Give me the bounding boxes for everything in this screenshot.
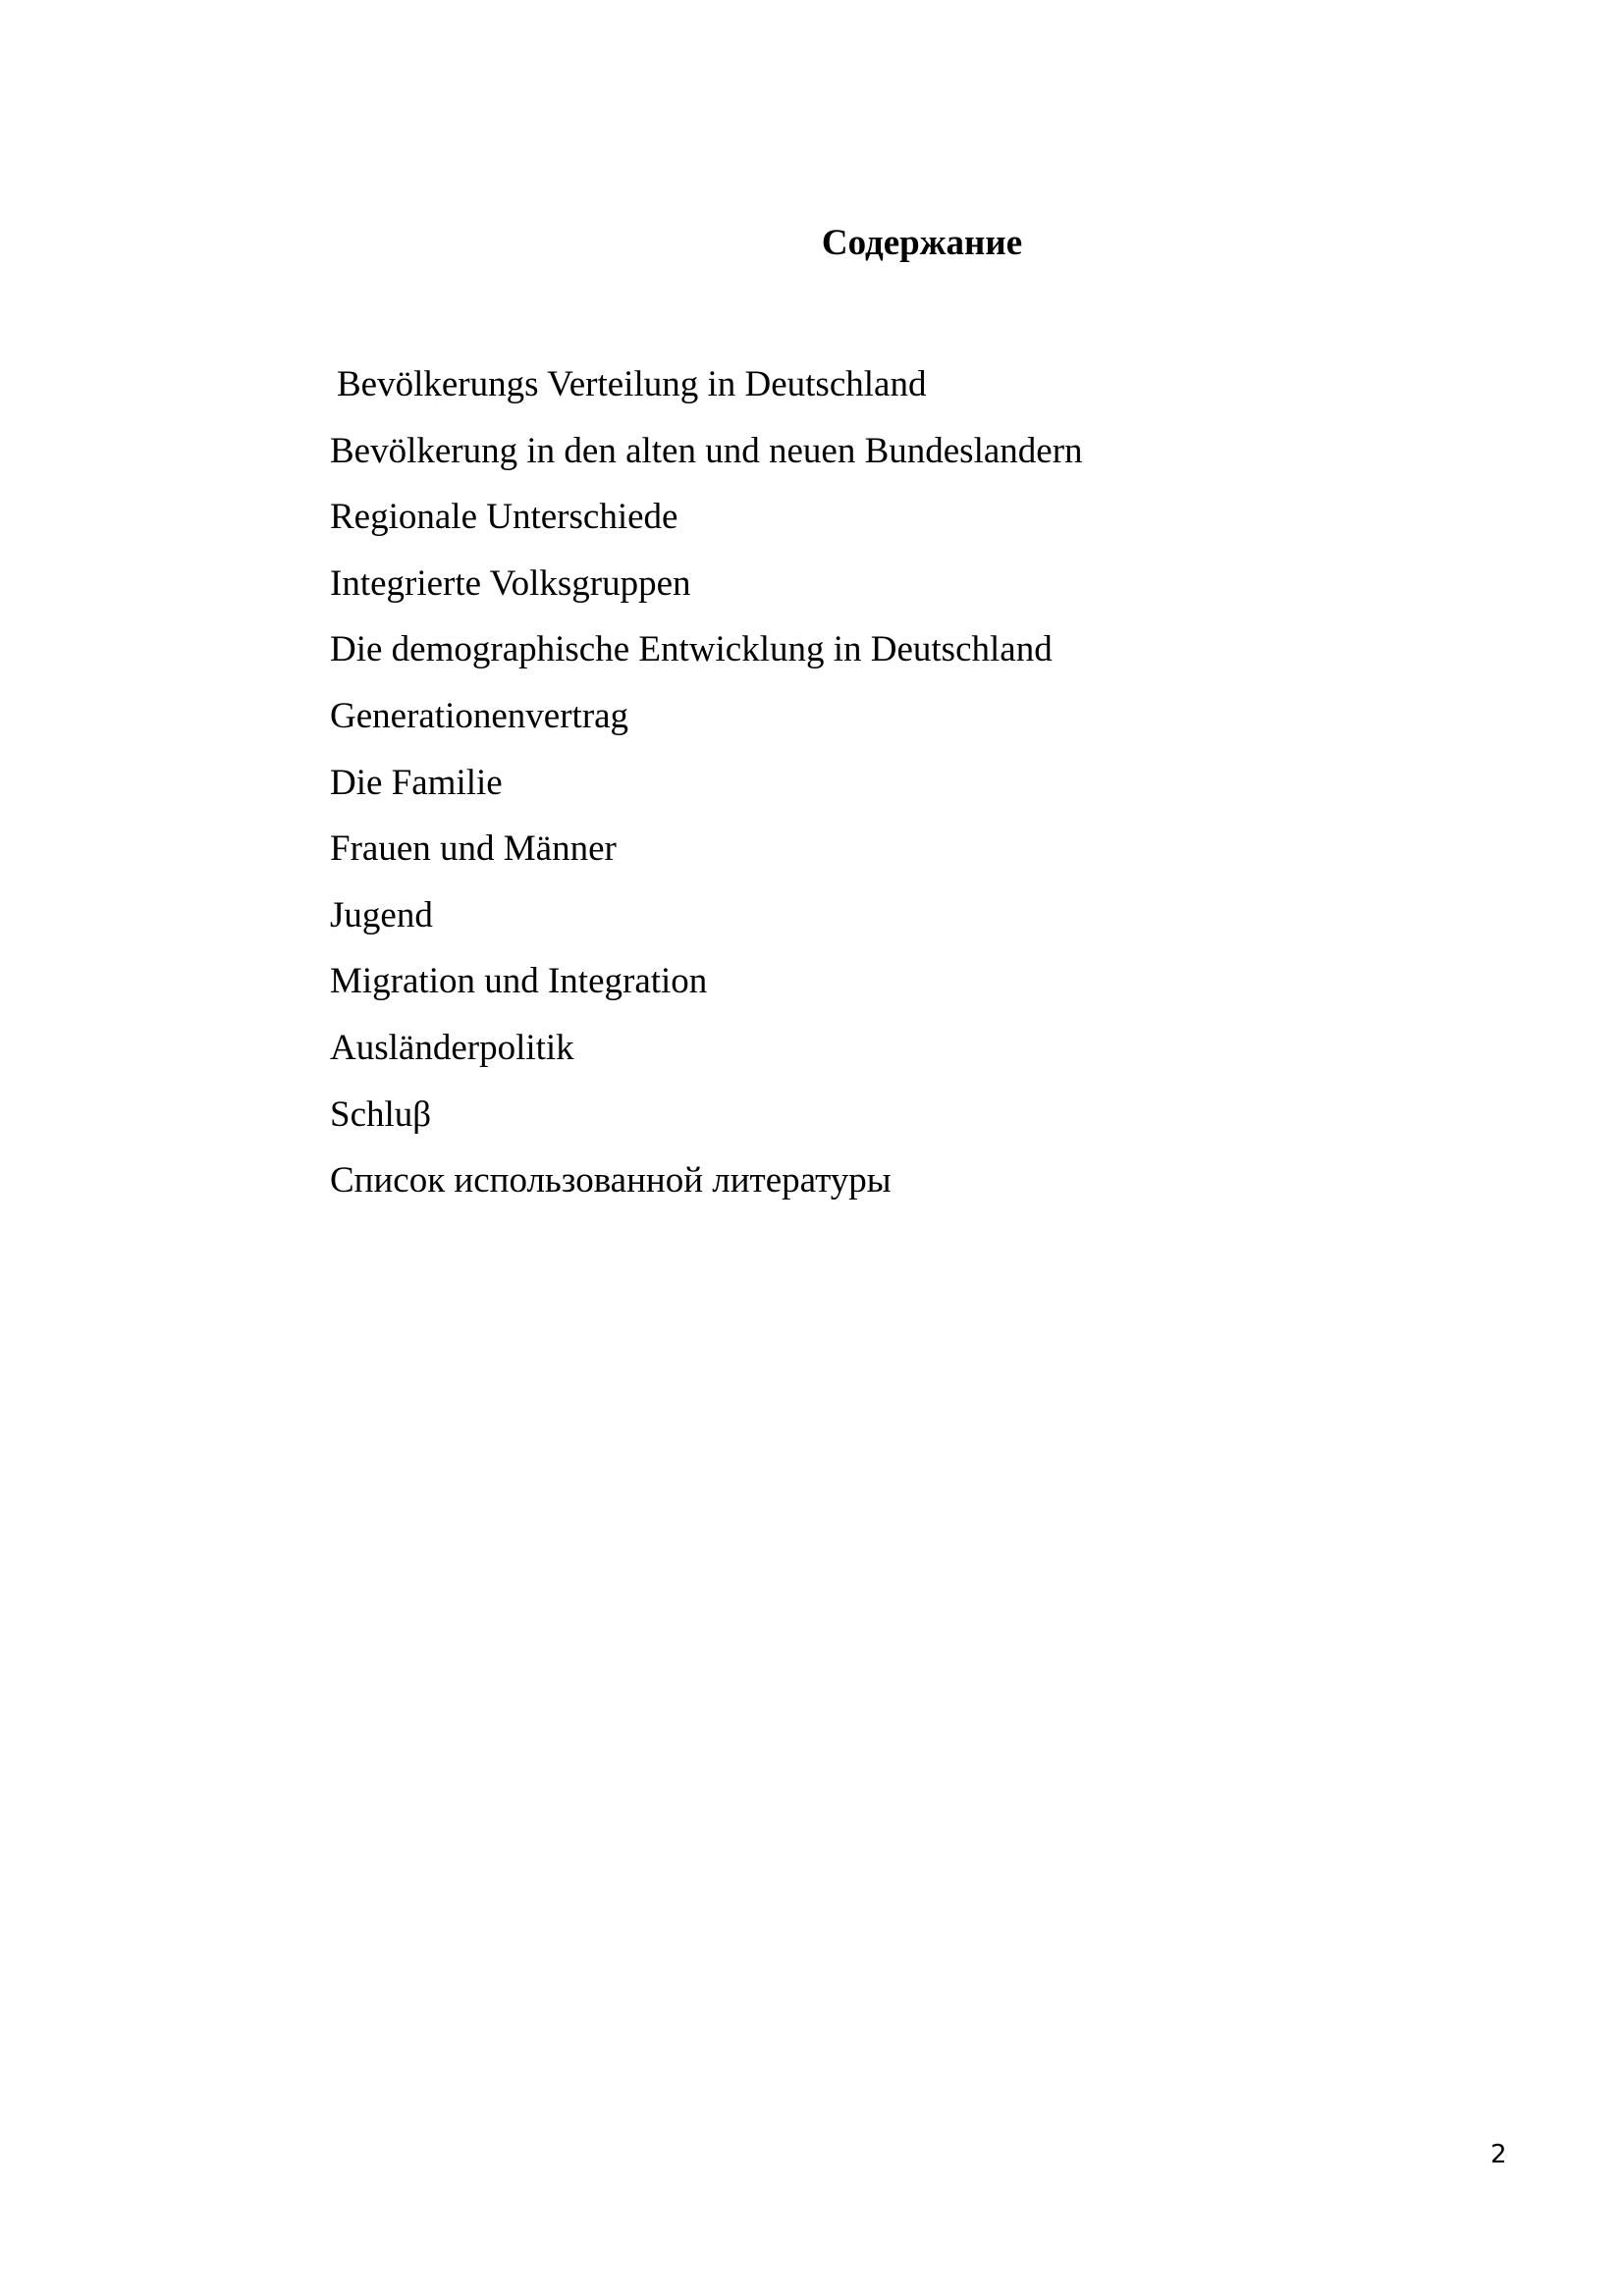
toc-item: Jugend — [330, 894, 433, 935]
toc-item: Generationenvertrag — [330, 695, 629, 736]
toc-item: Bevölkerung in den alten und neuen Bundeslandern — [330, 430, 1083, 471]
toc-item: Regionale Unterschiede — [330, 497, 678, 538]
toc-item: Ausländerpolitik — [330, 1027, 574, 1068]
toc-item: Bevölkerungs Verteilung in Deutschland — [337, 364, 927, 404]
toc-item: Migration und Integration — [330, 961, 708, 1002]
toc-item: Frauen und Männer — [330, 828, 617, 870]
table-of-contents — [330, 351, 1083, 1214]
toc-title: Содержание — [821, 223, 1023, 263]
toc-item: Die Familie — [330, 762, 503, 803]
toc-item: Schluβ — [330, 1094, 432, 1135]
toc-item: Список использованной литературы — [330, 1160, 892, 1201]
toc-item: Integrierte Volksgruppen — [330, 562, 691, 604]
page-number: 2 — [1490, 2140, 1507, 2169]
toc-item: Die demographische Entwicklung in Deutschland — [330, 629, 1053, 670]
